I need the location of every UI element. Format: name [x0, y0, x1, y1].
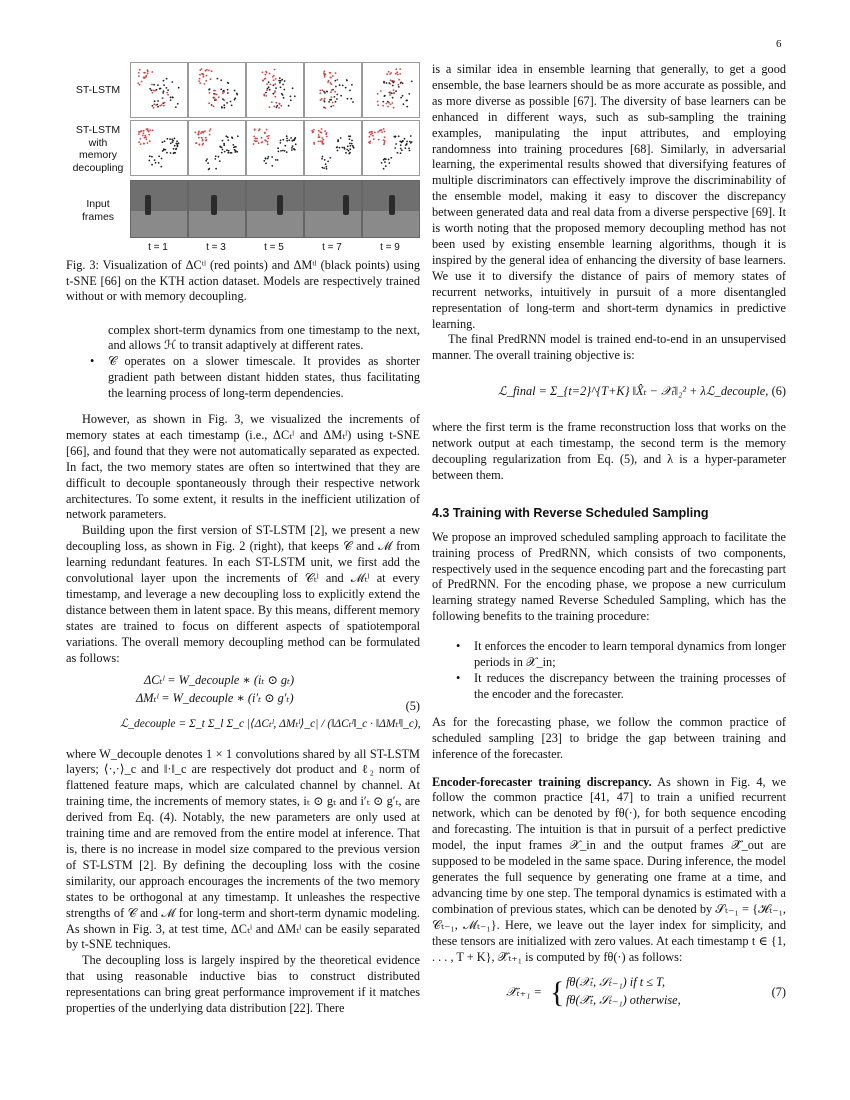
- eq5-number: (5): [405, 698, 420, 713]
- tsne-scatter-cell: [188, 120, 246, 176]
- input-frame-image: [130, 180, 188, 238]
- bullet-continuation: complex short-term dynamics from one timestamp to the next, and allows ℋ to transit adaptively at different rates.: [108, 322, 420, 353]
- paragraph-encoder-discrepancy: [432, 775, 786, 966]
- input-frame-image: [188, 180, 246, 238]
- tsne-scatter-cell: [130, 120, 188, 176]
- paragraph: where W_decouple denotes 1 × 1 convolutions shared by all ST-LSTM layers; ⟨·,·⟩_c and ‖·‖_c are respectively dot product and ℓ₂ norm of flattened feature maps, which are calculated channel by channel. At training time, the increments of memory states, iₜ ⊙ gₜ and i′ₜ ⊙ g′ₜ, are derived from Eq. (4). Notably, the new parameters are only used at training time and are removed from the entire model at inference. That is, there is no increase in model size compared to the previous version of ST-LSTM [2]. By defining the decoupling loss with the cosine similarity, our approach encourages the increments of the two memory states to be orthogonal at any timestamp. It unleashes the respective strengths of 𝒞 and ℳ for long-term and short-term dynamic modeling. As shown in Fig. 3, at test time, ΔCₜˡ and ΔMₜˡ can be easily separated by t-SNE techniques.: [66, 746, 420, 952]
- time-label: t = 9: [380, 242, 400, 253]
- tsne-scatter-cell: [246, 62, 304, 118]
- right-column: [432, 62, 786, 1017]
- figure-caption: Fig. 3: Visualization of ΔCᵗˡ (red points) and ΔMᵗˡ (black points) using t-SNE [66] on the KTH action dataset. Models are respectively trained without or with memory decoupling.: [66, 258, 420, 303]
- bullet-item: • It reduces the discrepancy between the training processes of the encoder and the forecaster.: [474, 671, 786, 703]
- eq7-brace: {: [550, 976, 565, 1010]
- figure-3: [66, 62, 420, 254]
- paragraph: As for the forecasting phase, we follow the common practice of scheduled sampling [23] to bridge the gap between training and inference of the forecaster.: [432, 714, 786, 761]
- equation-7: [432, 973, 786, 1017]
- frame-person: [389, 195, 395, 215]
- eq5-line-1: ΔCₜˡ = W_decouple ∗ (iₜ ⊙ gₜ): [144, 672, 295, 687]
- tsne-scatter-cell: [304, 62, 362, 118]
- input-frame-image: [246, 180, 304, 238]
- tsne-scatter-cell: [304, 120, 362, 176]
- frame-person: [343, 195, 349, 215]
- time-label: t = 3: [206, 242, 226, 253]
- eq5-line-3: ℒ_decouple = Σ_t Σ_l Σ_c |⟨ΔCₜˡ, ΔMₜˡ⟩_c| / (‖ΔCₜˡ‖_c · ‖ΔMₜˡ‖_c),: [120, 717, 421, 730]
- bullet-item: • It enforces the encoder to learn temporal dynamics from longer periods in 𝒳_in;: [474, 639, 786, 671]
- eq6-expression: ℒ_final = Σ_{t=2}^{T+K} ‖X̂ₜ − 𝒳ₜ‖₂² + λℒ_decouple,: [498, 384, 769, 399]
- row-label-st-lstm-decoupling: ST-LSTM with memory decoupling: [72, 124, 124, 174]
- eq7-case-2: fθ(𝒳̂ₜ, 𝒮ₜ₋₁) otherwise,: [566, 993, 681, 1008]
- tsne-scatter-cell: [362, 62, 420, 118]
- tsne-scatter-cell: [362, 120, 420, 176]
- input-frame-image: [304, 180, 362, 238]
- frame-ground: [247, 211, 303, 237]
- eq7-case-1: fθ(𝒳ₜ, 𝒮ₜ₋₁) if t ≤ T,: [566, 975, 666, 990]
- frame-person: [211, 195, 217, 215]
- frame-ground: [131, 211, 187, 237]
- paragraph-body: As shown in Fig. 4, we follow the common practice [41, 47] to train a unified recurrent network, which can be denoted by fθ(·), for both sequence encoding and forecasting. The intuition is that in pursuit of a perfect predictive model, the input frames 𝒳_in and the output frames 𝒳̂_out are supposed to be modeled in the same space. During inference, the model generates the full sequence by generating one frame at a time, and advancing time by one step. The temporal dynamics is estimated with a combination of previous states, which can be denoted by 𝒮ₜ₋₁ = {ℋₜ₋₁, 𝒞ₜ₋₁, ℳₜ₋₁}. Here, we leave out the layer index for simplicity, and these tensors are initialized with zero values. At each timestamp t ∈ {1, . . . , T + K}, 𝒳̂ₜ₊₁ is computed by fθ(·) as follows:: [432, 774, 786, 964]
- eq7-number: (7): [771, 985, 786, 1000]
- frame-person: [277, 195, 283, 215]
- bold-lead: Encoder-forecaster training discrepancy.: [432, 774, 652, 789]
- input-frame-image: [362, 180, 420, 238]
- section-heading: 4.3 Training with Reverse Scheduled Sampling: [432, 505, 709, 520]
- tsne-scatter-cell: [188, 62, 246, 118]
- tsne-scatter-cell: [130, 62, 188, 118]
- eq6-number: (6): [771, 384, 786, 399]
- paragraph: However, as shown in Fig. 3, we visualized the increments of memory states at each timestamp (i.e., ΔCₜˡ and ΔMₜˡ) using t-SNE [66], and found that they were not automatically separated as expected. In fact, the two memory states are often so intertwined that they are difficult to decouple spontaneously through their respective network architectures. To some extent, it results in the inefficient utilization of network parameters.: [66, 412, 420, 522]
- paragraph: The final PredRNN model is trained end-to-end in an unsupervised manner. The overall training objective is:: [432, 332, 786, 363]
- frame-person: [145, 195, 151, 215]
- time-label: t = 5: [264, 242, 284, 253]
- paragraph: is a similar idea in ensemble learning that generally, to get a good ensemble, the base learners should be as more accurate as possible, and as more diverse as possible [67]. The diversity of base learners can be enhanced in different ways, such as sub-sampling the training examples, manipulating the input attributes, and employing randomness into training procedures [68]. Similarly, in adversarial learning, the experimental results showed that diversifying features of multiple discriminators can effectively improve the discriminability of the ensemble model, making it easy to discover the discrepancy between generated data and real data from a diverse perspective [69]. It is worth noting that the proposed memory decoupling method has not been used by existing ensemble learning algorithms, though it is inspired by the general idea of enhancing the diversity of base learners. We use it to diversify the distance of pairs of memory states of recurrent networks, intuitively in pursuit of a more disentangled representation of long-term and short-term dynamics in predictive learning.: [432, 62, 786, 331]
- tsne-scatter-cell: [246, 120, 304, 176]
- paragraph: We propose an improved scheduled sampling approach to facilitate the training process of PredRNN, which consists of two components, respectively used in the sequence encoding part and the forecasting part of PredRNN. For the encoding phase, we propose a new curriculum learning strategy named Reverse Scheduled Sampling, which has the following benefits to the training procedure:: [432, 529, 786, 624]
- row-label-st-lstm: ST-LSTM: [75, 84, 121, 96]
- equation-5: [66, 667, 420, 747]
- eq5-line-2: ΔMₜˡ = W_decouple ∗ (i′ₜ ⊙ g′ₜ): [136, 690, 294, 705]
- page-number: 6: [776, 38, 782, 50]
- equation-6: [432, 364, 786, 420]
- paragraph: where the first term is the frame reconstruction loss that works on the network output at each timestamp, the second term is the memory decoupling regularization from Eq. (5), and λ is a hyper-parameter between them.: [432, 420, 786, 482]
- eq7-lhs: 𝒳̂ₜ₊₁ =: [506, 985, 542, 1000]
- paragraph: Building upon the first version of ST-LSTM [2], we present a new decoupling loss, as shown in Fig. 2 (right), that keeps 𝒞 and ℳ from learning redundant features. In each ST-LSTM unit, we first add the convolutional layer upon the increments of 𝒞ₜˡ and ℳₜˡ at every timestamp, and leverage a new decoupling loss to explicitly extend the distance between them in latent space. By this means, different memory states are trained to focus on different aspects of spatiotemporal variations. The overall memory decoupling method can be formulated as follows:: [66, 523, 420, 665]
- row-label-input-frames: Input frames: [81, 198, 115, 223]
- frame-ground: [189, 211, 245, 237]
- frame-ground: [305, 211, 361, 237]
- time-label: t = 1: [148, 242, 168, 253]
- left-column: [66, 62, 420, 1017]
- paragraph: The decoupling loss is largely inspired by the theoretical evidence that using reasonable inductive bias to construct distributed representations can bring great performance improvement if it matches properties of the underlying data distribution [22]. There: [66, 953, 420, 1016]
- time-label: t = 7: [322, 242, 342, 253]
- bullet-c-slow: • 𝒞 operates on a slower timescale. It provides as shorter gradient path between distant hidden states, thus facilitating the learning process of long-term dependencies.: [108, 354, 420, 402]
